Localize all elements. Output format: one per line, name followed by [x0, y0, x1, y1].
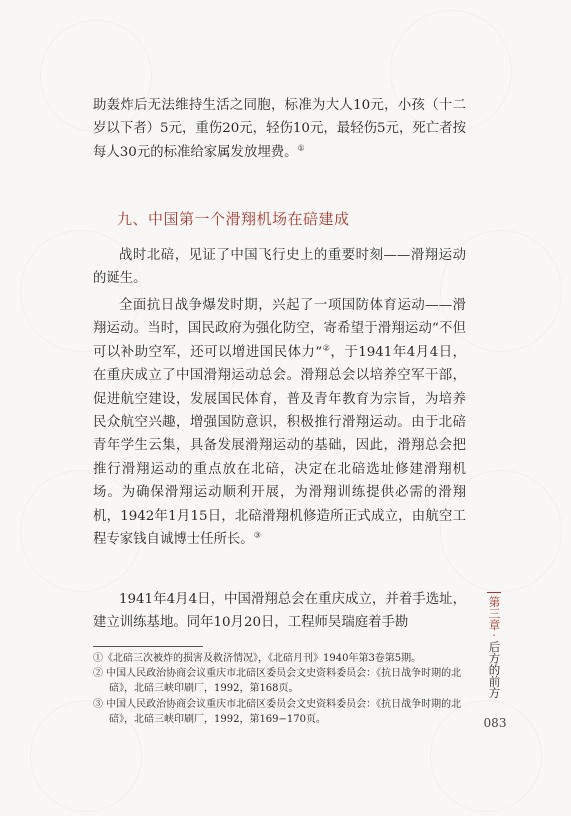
side-tab-rule	[487, 592, 501, 593]
section-heading: 九、中国第一个滑翔机场在碚建成	[117, 210, 350, 228]
footnote-divider	[93, 646, 203, 647]
body-text: ，于1941年4月4日，在重庆成立了中国滑翔运动总会。滑翔总会以培养空军干部，促进航空建设，发展国民体育，普及青年教育为宗旨，为培养民众航空兴趣，增强国防意识，积极推行滑翔运动。由于北碚青年学生云集，具备发展滑翔运动的基础，因此，滑翔总会把推行滑翔运动的重点放在北碚，决定在北碚选址修建滑翔机场。为确保滑翔运动顺利开展，为滑翔训练提供必需的滑翔机，1942年1月15日，北碚滑翔机修造所正式成立，由航空工程专家钱自诚博士任所长。	[93, 344, 466, 548]
body-paragraph-continued	[93, 94, 466, 164]
body-text: 战时北碚，见证了中国飞行史上的重要时刻——滑翔运动的诞生。	[93, 248, 466, 287]
side-separator: ·	[492, 628, 496, 642]
side-section-label: 后方的前方	[487, 640, 502, 698]
body-paragraph	[93, 588, 466, 635]
footnotes	[93, 651, 473, 727]
footnote-ref: ①	[297, 143, 305, 153]
footnote: ①《北碚三次被炸的损害及救济情况》，《北碚月刊》1940年第3卷第5期。	[93, 653, 422, 664]
footnote-ref: ②	[322, 343, 331, 353]
footnote-ref: ③	[253, 530, 261, 540]
page-number: 083	[483, 716, 507, 730]
body-text: 助轰炸后无法维持生活之同胞，标准为大人10元，小孩（十二岁以下者）5元，重伤20元，轻伤10元，最轻伤5元，死亡者按每人30元的标准给家属发放埋费。	[93, 98, 466, 160]
body-text: 1941年4月4日，中国滑翔总会在重庆成立，并着手选址，建立训练基地。同年10月20日，工程师吴瑞庭着手勘	[93, 592, 466, 631]
body-paragraph	[93, 294, 466, 551]
chapter-side-tab	[482, 592, 506, 698]
side-chapter-label: 第三章	[487, 596, 502, 631]
body-paragraph	[93, 244, 466, 291]
footnote: ② 中国人民政治协商会议重庆市北碚区委员会文史资料委员会：《抗日战争时期的北碚》，北碚三峡印刷厂，1992，第168页。	[93, 668, 462, 695]
body-text: 全面抗日战争爆发时期，兴起了一项国防体育运动——滑翔运动。当时，国民政府为强化防空，寄希望于滑翔运动“不但可以补助空军，还可以增进国民体力”	[93, 298, 466, 360]
footnote: ③ 中国人民政治协商会议重庆市北碚区委员会文史资料委员会：《抗日战争时期的北碚》，北碚三峡印刷厂，1992，第169−170页。	[93, 698, 462, 725]
